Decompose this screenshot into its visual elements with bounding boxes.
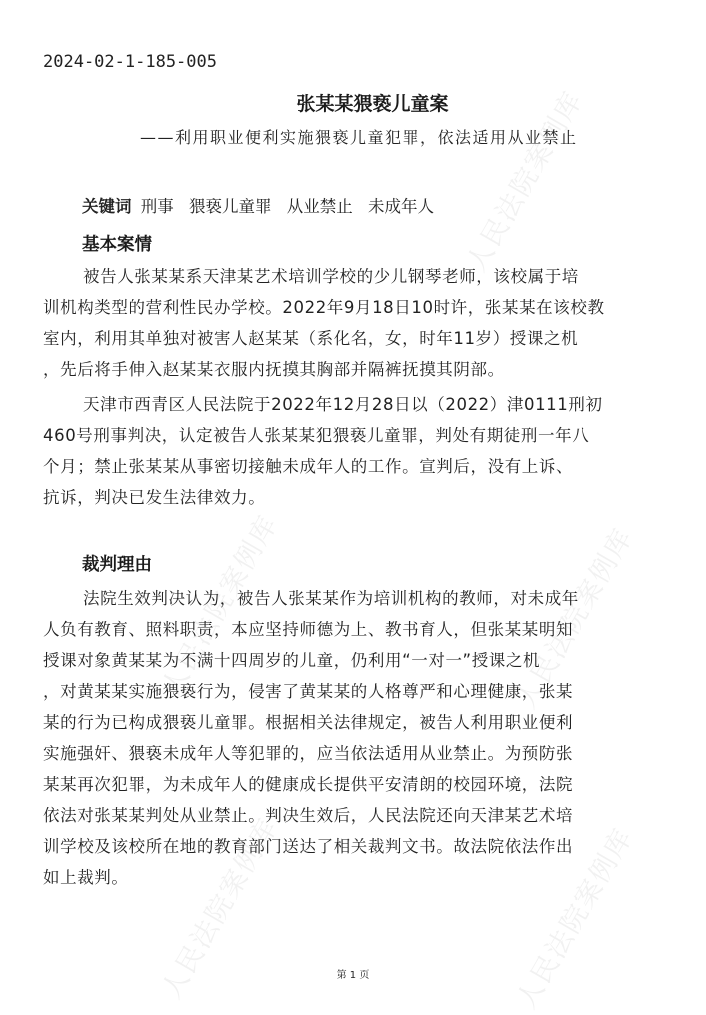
watermark: 人民法院案例库 [156,509,285,701]
section-heading-basic-facts: 基本案情 [82,235,152,255]
keyword: 猥亵儿童罪 [189,197,272,216]
paragraph [43,389,665,513]
text-line: 实施强奸、猥亵未成年人等犯罪的，应当依法适用从业禁止。为预防张 [43,744,574,763]
paragraph [43,583,665,893]
text-line: 某的行为已构成猥亵儿童罪。根据相关法律规定，被告人利用职业便利 [43,713,574,732]
page-subtitle: ——利用职业便利实施猥亵儿童犯罪，依法适用从业禁止 [140,128,578,147]
text-line: 授课对象黄某某为不满十四周岁的儿童，仍利用“一对一”授课之机 [43,651,541,670]
keyword: 未成年人 [368,197,434,216]
paragraph [43,261,665,385]
text-line: 460号刑事判决，认定被告人张某某犯猥亵儿童罪，判处有期徒刑一年八 [43,426,590,445]
keyword: 刑事 [140,197,174,216]
watermark: 人民法院案例库 [156,812,285,1004]
page-number: 第 1 页 [336,970,370,981]
text-line: 依法对张某某判处从业禁止。判决生效后，人民法院还向天津某艺术培 [43,806,574,825]
text-line: 室内，利用其单独对被害人赵某某（系化名，女，时年11岁）授课之机 [43,329,579,348]
text-line: 抗诉，判决已发生法律效力。 [43,488,266,507]
text-line: 如上裁判。 [43,868,129,887]
text-line: 法院生效判决认为，被告人张某某作为培训机构的教师，对未成年 [83,589,579,608]
text-line: 个月；禁止张某某从事密切接触未成年人的工作。宣判后，没有上诉、 [43,457,574,476]
text-line: ，对黄某某实施猥亵行为，侵害了黄某某的人格尊严和心理健康，张某 [43,682,574,701]
watermark: 人民法院案例库 [511,822,640,1014]
text-line: 被告人张某某系天津某艺术培训学校的少儿钢琴老师，该校属于培 [83,267,579,286]
text-line: 训学校及该校所在地的教育部门送达了相关裁判文书。故法院依法作出 [43,837,574,856]
keyword: 从业禁止 [286,197,353,216]
text-line: 训机构类型的营利性民办学校。2022年9月18日10时许，张某某在该校教 [43,298,605,317]
page-title: 张某某猥亵儿童案 [296,93,449,115]
watermark: 人民法院案例库 [511,522,640,714]
text-line: 人负有教育、照料职责，本应坚持师德为上、教书育人，但张某某明知 [43,620,574,639]
case-number: 2024-02-1-185-005 [43,52,217,72]
section-heading-reasoning: 裁判理由 [82,555,152,575]
keywords-label: 关键词 [82,197,132,216]
text-line: 天津市西青区人民法院于2022年12月28日以（2022）津0111刑初 [83,395,603,414]
watermark: 人民法院案例库 [461,85,590,278]
text-line: 某某再次犯罪，为未成年人的健康成长提供平安清朗的校园环境，法院 [43,775,574,794]
text-line: ，先后将手伸入赵某某衣服内抚摸其胸部并隔裤抚摸其阴部。 [43,360,505,379]
keywords-row [82,193,444,217]
